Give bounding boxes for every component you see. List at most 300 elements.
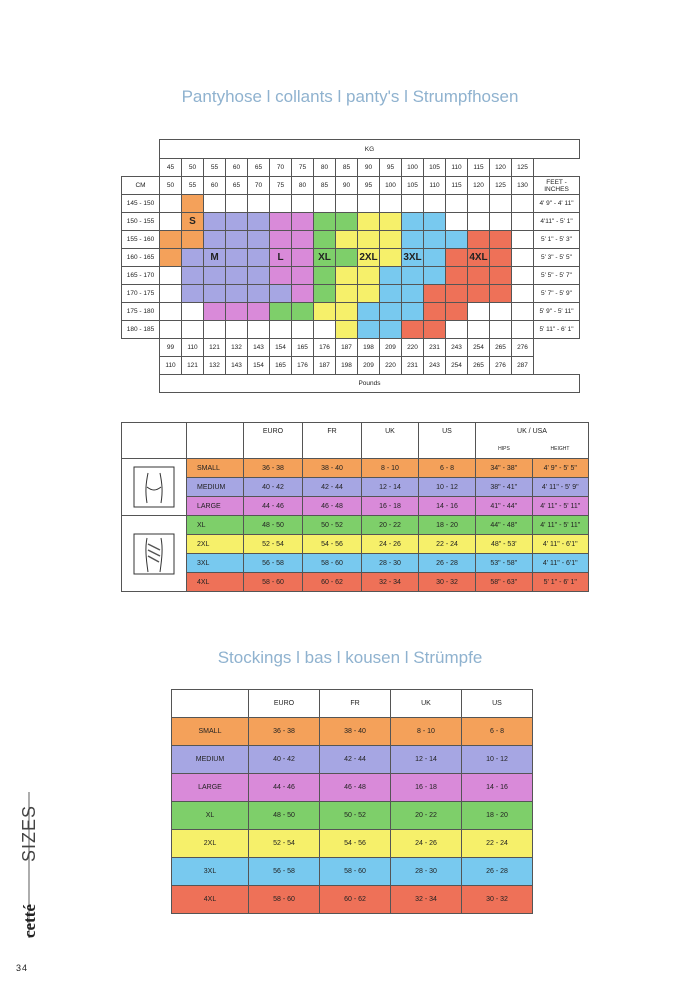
lb-to-cell: 143 (226, 357, 248, 375)
size-cell (292, 267, 314, 285)
height-row (122, 231, 580, 249)
size-cell (226, 267, 248, 285)
size-cell (512, 285, 534, 303)
size-cell (358, 285, 380, 303)
size-name: MEDIUM (172, 746, 249, 774)
size-cell (248, 231, 270, 249)
conversion-row (122, 497, 589, 516)
size-hips: 38" - 41" (476, 478, 533, 497)
size-cell (402, 213, 424, 231)
pantyhose-size-grid (121, 139, 580, 393)
feet-cell: 4' 9" - 4' 11" (534, 195, 580, 213)
size-uk: 24 - 26 (391, 830, 462, 858)
size-cell (490, 321, 512, 339)
size-uk: 32 - 34 (362, 573, 419, 592)
size-cell (336, 267, 358, 285)
kg-from-cell: 115 (468, 159, 490, 177)
size-cell (336, 231, 358, 249)
lb-from-cell: 187 (336, 339, 358, 357)
size-height: 4' 11" - 5' 11" (532, 516, 589, 535)
header-uk-usa: UK / USA (476, 423, 589, 441)
size-cell (336, 285, 358, 303)
size-cell (292, 231, 314, 249)
size-cell (490, 195, 512, 213)
size-cell (182, 231, 204, 249)
size-cell (292, 285, 314, 303)
cm-cell: 160 - 165 (122, 249, 160, 267)
size-cell (160, 267, 182, 285)
size-label: 3XL (402, 249, 424, 267)
cm-cell: 165 - 170 (122, 267, 160, 285)
feet-cell: 5' 9" - 5' 11" (534, 303, 580, 321)
size-cell (468, 267, 490, 285)
feet-cell: 5' 3" - 5' 5" (534, 249, 580, 267)
size-euro: 58 - 60 (244, 573, 303, 592)
grid-corner (122, 159, 160, 177)
stockings-title: Stockings l bas l kousen l Strümpfe (217, 648, 483, 667)
size-cell (490, 303, 512, 321)
size-us: 22 - 24 (419, 535, 476, 554)
size-us: 18 - 20 (462, 802, 533, 830)
size-name: 2XL (172, 830, 249, 858)
size-cell (270, 321, 292, 339)
size-cell (182, 195, 204, 213)
header-uk: UK (362, 423, 419, 459)
size-cell (446, 195, 468, 213)
size-name: 3XL (187, 554, 244, 573)
size-name: LARGE (172, 774, 249, 802)
lb-from-cell: 99 (160, 339, 182, 357)
size-cell (424, 285, 446, 303)
size-cell (182, 303, 204, 321)
size-uk: 28 - 30 (362, 554, 419, 573)
lb-from-cell: 198 (358, 339, 380, 357)
lb-to-cell: 220 (380, 357, 402, 375)
size-label: XL (314, 249, 336, 267)
cm-label: CM (122, 177, 160, 195)
size-hips: 53" - 58" (476, 554, 533, 573)
size-cell (248, 213, 270, 231)
grid-corner (122, 140, 160, 159)
size-cell (248, 195, 270, 213)
size-cell (226, 321, 248, 339)
size-cell (160, 303, 182, 321)
size-euro: 52 - 54 (249, 830, 320, 858)
stockings-row (172, 802, 533, 830)
cm-cell: 150 - 155 (122, 213, 160, 231)
size-uk: 24 - 26 (362, 535, 419, 554)
size-fr: 50 - 52 (320, 802, 391, 830)
size-cell (314, 231, 336, 249)
size-us: 6 - 8 (419, 459, 476, 478)
size-cell (380, 285, 402, 303)
size-cell (512, 249, 534, 267)
header-us: US (462, 690, 533, 718)
conversion-row (122, 459, 589, 478)
size-height: 5' 1" - 6' 1" (532, 573, 589, 592)
kg-to-cell: 85 (314, 177, 336, 195)
kg-from-cell: 100 (402, 159, 424, 177)
lb-from-cell: 165 (292, 339, 314, 357)
subheader-hips: HIPS (476, 441, 533, 459)
size-cell (468, 231, 490, 249)
feet-cell: 4'11" - 5' 1" (534, 213, 580, 231)
kg-to-cell: 90 (336, 177, 358, 195)
size-label: L (270, 249, 292, 267)
stockings-row (172, 746, 533, 774)
size-cell (380, 195, 402, 213)
size-cell (358, 213, 380, 231)
size-cell (182, 285, 204, 303)
size-name: SMALL (172, 718, 249, 746)
size-us: 30 - 32 (462, 886, 533, 914)
size-uk: 12 - 14 (362, 478, 419, 497)
size-name: XL (187, 516, 244, 535)
size-us: 26 - 28 (419, 554, 476, 573)
size-cell (226, 231, 248, 249)
lb-from-cell: 143 (248, 339, 270, 357)
size-cell (512, 213, 534, 231)
size-cell (292, 303, 314, 321)
height-row (122, 285, 580, 303)
lb-from-cell: 209 (380, 339, 402, 357)
size-cell (468, 303, 490, 321)
size-cell (380, 213, 402, 231)
size-cell (446, 321, 468, 339)
kg-from-cell: 125 (512, 159, 534, 177)
size-cell (204, 285, 226, 303)
size-cell (490, 231, 512, 249)
kg-from-cell: 120 (490, 159, 512, 177)
size-cell (270, 267, 292, 285)
size-cell (336, 249, 358, 267)
size-cell (358, 303, 380, 321)
header-blank (172, 690, 249, 718)
kg-to-cell: 70 (248, 177, 270, 195)
header-blank (122, 423, 187, 459)
kg-to-cell: 120 (468, 177, 490, 195)
size-cell (160, 321, 182, 339)
brand-vertical-text (5, 790, 45, 940)
size-cell (402, 231, 424, 249)
height-row (122, 303, 580, 321)
size-label: 4XL (468, 249, 490, 267)
cm-cell: 155 - 160 (122, 231, 160, 249)
size-fr: 38 - 40 (303, 459, 362, 478)
size-us: 18 - 20 (419, 516, 476, 535)
size-euro: 52 - 54 (244, 535, 303, 554)
size-cell (424, 249, 446, 267)
size-fr: 38 - 40 (320, 718, 391, 746)
size-cell (358, 321, 380, 339)
header-uk: UK (391, 690, 462, 718)
size-name: 4XL (172, 886, 249, 914)
stockings-row (172, 774, 533, 802)
cm-cell: 145 - 150 (122, 195, 160, 213)
kg-to-cell: 105 (402, 177, 424, 195)
lb-to-cell: 187 (314, 357, 336, 375)
kg-to-cell: 50 (160, 177, 182, 195)
kg-from-cell: 105 (424, 159, 446, 177)
size-cell (402, 195, 424, 213)
size-cell (204, 321, 226, 339)
size-cell (204, 213, 226, 231)
size-cell (512, 321, 534, 339)
size-cell (314, 321, 336, 339)
section-label: SIZES (19, 804, 39, 862)
size-cell (270, 285, 292, 303)
height-row (122, 249, 580, 267)
header-euro: EURO (249, 690, 320, 718)
size-cell (446, 231, 468, 249)
size-uk: 16 - 18 (391, 774, 462, 802)
size-hips: 58" - 63" (476, 573, 533, 592)
kg-to-cell: 125 (490, 177, 512, 195)
lb-to-cell: 276 (490, 357, 512, 375)
conversion-row (122, 573, 589, 592)
size-euro: 56 - 58 (249, 858, 320, 886)
lb-from-cell: 154 (270, 339, 292, 357)
header-blank (187, 423, 244, 459)
stockings-row (172, 830, 533, 858)
size-fr: 46 - 48 (320, 774, 391, 802)
size-uk: 20 - 22 (391, 802, 462, 830)
conversion-row (122, 554, 589, 573)
hips-figure-cell (122, 459, 187, 516)
pantyhose-conversion-table (121, 422, 589, 592)
size-uk: 16 - 18 (362, 497, 419, 516)
size-cell (402, 303, 424, 321)
lb-from-cell: 243 (446, 339, 468, 357)
size-name: 2XL (187, 535, 244, 554)
size-cell (182, 321, 204, 339)
header-fr: FR (320, 690, 391, 718)
size-cell (446, 303, 468, 321)
size-hips: 41" - 44" (476, 497, 533, 516)
size-cell (248, 303, 270, 321)
conversion-row (122, 478, 589, 497)
size-cell (336, 213, 358, 231)
size-euro: 48 - 50 (249, 802, 320, 830)
size-cell (292, 321, 314, 339)
grid-corner (122, 357, 160, 375)
lb-to-cell: 254 (446, 357, 468, 375)
size-fr: 58 - 60 (320, 858, 391, 886)
size-uk: 8 - 10 (362, 459, 419, 478)
size-cell (446, 213, 468, 231)
size-euro: 44 - 46 (244, 497, 303, 516)
size-name: 3XL (172, 858, 249, 886)
size-cell (446, 285, 468, 303)
size-cell (226, 249, 248, 267)
size-cell (424, 321, 446, 339)
lb-to-cell: 132 (204, 357, 226, 375)
lb-from-cell: 276 (512, 339, 534, 357)
lb-from-cell: 121 (204, 339, 226, 357)
body-figure-cell (122, 516, 187, 592)
size-name: XL (172, 802, 249, 830)
size-hips: 34" - 38" (476, 459, 533, 478)
size-us: 6 - 8 (462, 718, 533, 746)
brand-logo: cetté (20, 904, 39, 938)
grid-corner (122, 375, 160, 393)
size-us: 26 - 28 (462, 858, 533, 886)
size-cell (248, 267, 270, 285)
size-cell (270, 303, 292, 321)
size-us: 22 - 24 (462, 830, 533, 858)
stockings-row (172, 886, 533, 914)
size-height: 4' 11" - 6'1" (532, 554, 589, 573)
size-label: S (182, 213, 204, 231)
conversion-row (122, 535, 589, 554)
kg-from-cell: 95 (380, 159, 402, 177)
size-fr: 60 - 62 (320, 886, 391, 914)
header-euro: EURO (244, 423, 303, 459)
brand-sidebar (5, 790, 45, 940)
size-cell (380, 303, 402, 321)
grid-corner (534, 357, 580, 375)
size-cell (512, 303, 534, 321)
lb-from-cell: 132 (226, 339, 248, 357)
size-cell (336, 321, 358, 339)
size-euro: 36 - 38 (249, 718, 320, 746)
size-label: 2XL (358, 249, 380, 267)
kg-to-cell: 110 (424, 177, 446, 195)
size-uk: 8 - 10 (391, 718, 462, 746)
size-cell (336, 303, 358, 321)
feet-cell: 5' 7" - 5' 9" (534, 285, 580, 303)
kg-from-cell: 90 (358, 159, 380, 177)
lb-from-cell: 231 (424, 339, 446, 357)
lb-to-cell: 243 (424, 357, 446, 375)
size-cell (160, 249, 182, 267)
size-height: 4' 9" - 5' 5" (532, 459, 589, 478)
lb-to-cell: 154 (248, 357, 270, 375)
size-hips: 44" - 48" (476, 516, 533, 535)
size-cell (314, 285, 336, 303)
feet-cell: 5' 1" - 5' 3" (534, 231, 580, 249)
size-cell (490, 267, 512, 285)
kg-to-cell: 65 (226, 177, 248, 195)
size-name: LARGE (187, 497, 244, 516)
stockings-row (172, 858, 533, 886)
size-us: 10 - 12 (462, 746, 533, 774)
size-fr: 42 - 44 (320, 746, 391, 774)
size-cell (182, 249, 204, 267)
size-cell (270, 195, 292, 213)
kg-from-cell: 60 (226, 159, 248, 177)
size-euro: 40 - 42 (249, 746, 320, 774)
header-us: US (419, 423, 476, 459)
kg-from-cell: 70 (270, 159, 292, 177)
lb-to-cell: 121 (182, 357, 204, 375)
lb-to-cell: 176 (292, 357, 314, 375)
size-cell (468, 213, 490, 231)
size-cell (402, 285, 424, 303)
size-cell (468, 285, 490, 303)
size-uk: 32 - 34 (391, 886, 462, 914)
kg-label: KG (160, 140, 580, 159)
size-cell (424, 213, 446, 231)
header-fr: FR (303, 423, 362, 459)
lb-from-cell: 176 (314, 339, 336, 357)
size-cell (226, 195, 248, 213)
size-cell (380, 267, 402, 285)
size-cell (446, 267, 468, 285)
height-row (122, 321, 580, 339)
size-cell (248, 285, 270, 303)
feet-label: FEET - INCHES (534, 177, 580, 195)
conversion-row (122, 516, 589, 535)
kg-to-cell: 80 (292, 177, 314, 195)
stockings-row (172, 718, 533, 746)
size-cell (424, 267, 446, 285)
lb-to-cell: 265 (468, 357, 490, 375)
legs-figure-icon (132, 532, 176, 576)
lb-from-cell: 265 (490, 339, 512, 357)
size-cell (358, 267, 380, 285)
size-fr: 54 - 56 (303, 535, 362, 554)
size-cell (204, 267, 226, 285)
size-euro: 58 - 60 (249, 886, 320, 914)
page-number: 34 (16, 963, 29, 973)
size-cell (182, 267, 204, 285)
kg-to-cell: 100 (380, 177, 402, 195)
cm-cell: 170 - 175 (122, 285, 160, 303)
size-cell (402, 321, 424, 339)
kg-from-cell: 55 (204, 159, 226, 177)
size-cell (314, 213, 336, 231)
stockings-conversion-table (171, 689, 533, 914)
size-cell (160, 231, 182, 249)
size-euro: 44 - 46 (249, 774, 320, 802)
height-row (122, 267, 580, 285)
size-us: 30 - 32 (419, 573, 476, 592)
lb-from-cell: 110 (182, 339, 204, 357)
feet-cell: 5' 11" - 6' 1" (534, 321, 580, 339)
size-cell (336, 195, 358, 213)
kg-from-cell: 110 (446, 159, 468, 177)
size-uk: 20 - 22 (362, 516, 419, 535)
size-fr: 50 - 52 (303, 516, 362, 535)
size-cell (204, 231, 226, 249)
kg-from-cell: 75 (292, 159, 314, 177)
grid-corner (122, 339, 160, 357)
size-cell (204, 195, 226, 213)
size-hips: 48" - 53' (476, 535, 533, 554)
lb-to-cell: 165 (270, 357, 292, 375)
kg-from-cell: 45 (160, 159, 182, 177)
size-fr: 46 - 48 (303, 497, 362, 516)
size-cell (468, 321, 490, 339)
size-cell (512, 267, 534, 285)
size-uk: 12 - 14 (391, 746, 462, 774)
size-name: SMALL (187, 459, 244, 478)
size-cell (160, 213, 182, 231)
size-cell (248, 321, 270, 339)
cm-cell: 175 - 180 (122, 303, 160, 321)
kg-from-cell: 80 (314, 159, 336, 177)
size-cell (380, 249, 402, 267)
kg-to-cell: 75 (270, 177, 292, 195)
size-cell (446, 249, 468, 267)
size-cell (424, 231, 446, 249)
size-cell (314, 267, 336, 285)
size-cell (314, 303, 336, 321)
kg-to-cell: 95 (358, 177, 380, 195)
size-euro: 36 - 38 (244, 459, 303, 478)
grid-corner (534, 339, 580, 357)
